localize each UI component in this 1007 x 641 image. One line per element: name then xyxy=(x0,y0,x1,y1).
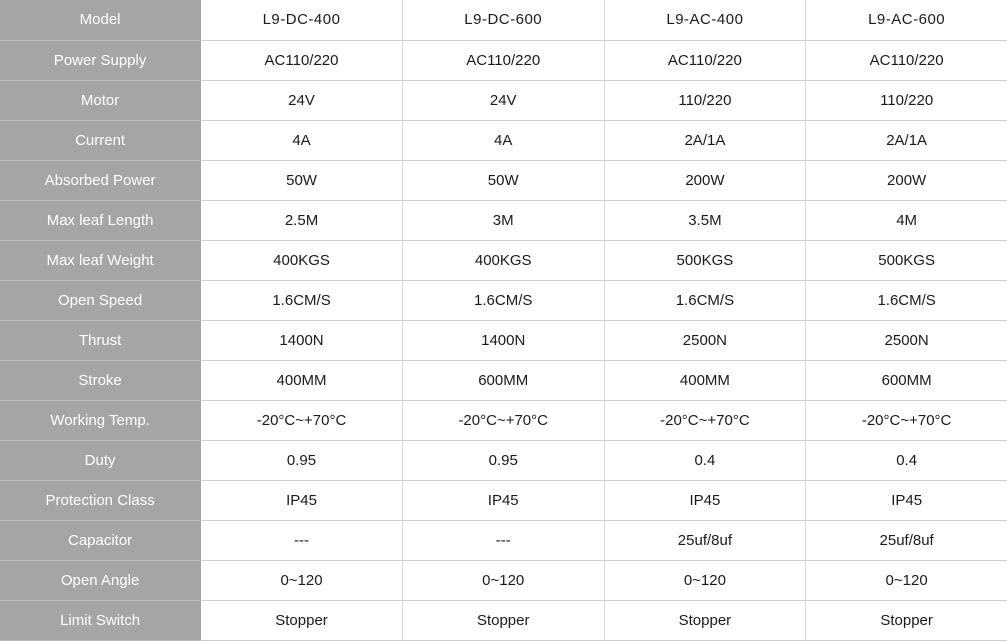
cell-value: 400MM xyxy=(604,360,806,400)
table-row xyxy=(0,240,1007,280)
cell-value: 24V xyxy=(402,80,604,120)
cell-value: Stopper xyxy=(402,600,604,640)
cell-value: 2.5M xyxy=(201,200,403,240)
cell-value: 0.95 xyxy=(402,440,604,480)
cell-value: IP45 xyxy=(201,480,403,520)
cell-value: 24V xyxy=(201,80,403,120)
cell-value: 400KGS xyxy=(402,240,604,280)
table-row xyxy=(0,480,1007,520)
cell-value: 500KGS xyxy=(806,240,1007,280)
cell-value: IP45 xyxy=(402,480,604,520)
row-label: Duty xyxy=(0,440,201,480)
cell-value: Stopper xyxy=(201,600,403,640)
cell-value: 1.6CM/S xyxy=(201,280,403,320)
cell-value: 0.4 xyxy=(604,440,806,480)
cell-value: 0~120 xyxy=(201,560,403,600)
cell-value: 2500N xyxy=(806,320,1007,360)
table-row xyxy=(0,40,1007,80)
cell-value: 2A/1A xyxy=(806,120,1007,160)
cell-value: Stopper xyxy=(806,600,1007,640)
cell-value: 2500N xyxy=(604,320,806,360)
cell-value: 200W xyxy=(806,160,1007,200)
table-row xyxy=(0,560,1007,600)
cell-value: 200W xyxy=(604,160,806,200)
cell-value: 2A/1A xyxy=(604,120,806,160)
row-label: Max leaf Weight xyxy=(0,240,201,280)
cell-value: AC110/220 xyxy=(201,40,403,80)
row-label: Open Speed xyxy=(0,280,201,320)
cell-value: -20°C~+70°C xyxy=(806,400,1007,440)
cell-value: 3.5M xyxy=(604,200,806,240)
row-label: Motor xyxy=(0,80,201,120)
cell-value: 0.95 xyxy=(201,440,403,480)
cell-value: AC110/220 xyxy=(806,40,1007,80)
row-label: Max leaf Length xyxy=(0,200,201,240)
row-label: Capacitor xyxy=(0,520,201,560)
model-name: L9-AC-600 xyxy=(806,0,1007,40)
row-label: Power Supply xyxy=(0,40,201,80)
model-name: L9-DC-600 xyxy=(402,0,604,40)
row-label: Model xyxy=(0,0,201,40)
cell-value: --- xyxy=(201,520,403,560)
row-label: Working Temp. xyxy=(0,400,201,440)
cell-value: 4A xyxy=(201,120,403,160)
table-row xyxy=(0,320,1007,360)
row-label: Limit Switch xyxy=(0,600,201,640)
cell-value: --- xyxy=(402,520,604,560)
cell-value: 50W xyxy=(201,160,403,200)
cell-value: 25uf/8uf xyxy=(604,520,806,560)
cell-value: 500KGS xyxy=(604,240,806,280)
cell-value: 1400N xyxy=(201,320,403,360)
model-header-row xyxy=(0,0,1007,40)
cell-value: 0~120 xyxy=(402,560,604,600)
table-row xyxy=(0,440,1007,480)
cell-value: 400KGS xyxy=(201,240,403,280)
row-label: Current xyxy=(0,120,201,160)
cell-value: -20°C~+70°C xyxy=(201,400,403,440)
cell-value: 50W xyxy=(402,160,604,200)
row-label: Absorbed Power xyxy=(0,160,201,200)
table-row xyxy=(0,360,1007,400)
cell-value: -20°C~+70°C xyxy=(604,400,806,440)
cell-value: AC110/220 xyxy=(402,40,604,80)
cell-value: 0~120 xyxy=(604,560,806,600)
row-label: Thrust xyxy=(0,320,201,360)
table-row xyxy=(0,160,1007,200)
cell-value: IP45 xyxy=(806,480,1007,520)
cell-value: 1.6CM/S xyxy=(604,280,806,320)
cell-value: -20°C~+70°C xyxy=(402,400,604,440)
cell-value: 600MM xyxy=(806,360,1007,400)
model-name: L9-AC-400 xyxy=(604,0,806,40)
table-row xyxy=(0,400,1007,440)
table-row xyxy=(0,80,1007,120)
cell-value: 0.4 xyxy=(806,440,1007,480)
cell-value: Stopper xyxy=(604,600,806,640)
table-row xyxy=(0,600,1007,640)
table-row xyxy=(0,200,1007,240)
cell-value: AC110/220 xyxy=(604,40,806,80)
cell-value: 25uf/8uf xyxy=(806,520,1007,560)
cell-value: 110/220 xyxy=(806,80,1007,120)
table-row xyxy=(0,280,1007,320)
table-row xyxy=(0,520,1007,560)
cell-value: 0~120 xyxy=(806,560,1007,600)
row-label: Stroke xyxy=(0,360,201,400)
model-name: L9-DC-400 xyxy=(201,0,403,40)
cell-value: IP45 xyxy=(604,480,806,520)
cell-value: 400MM xyxy=(201,360,403,400)
row-label: Open Angle xyxy=(0,560,201,600)
cell-value: 1400N xyxy=(402,320,604,360)
cell-value: 4A xyxy=(402,120,604,160)
cell-value: 600MM xyxy=(402,360,604,400)
cell-value: 1.6CM/S xyxy=(402,280,604,320)
cell-value: 110/220 xyxy=(604,80,806,120)
cell-value: 4M xyxy=(806,200,1007,240)
cell-value: 1.6CM/S xyxy=(806,280,1007,320)
table-row xyxy=(0,120,1007,160)
row-label: Protection Class xyxy=(0,480,201,520)
cell-value: 3M xyxy=(402,200,604,240)
